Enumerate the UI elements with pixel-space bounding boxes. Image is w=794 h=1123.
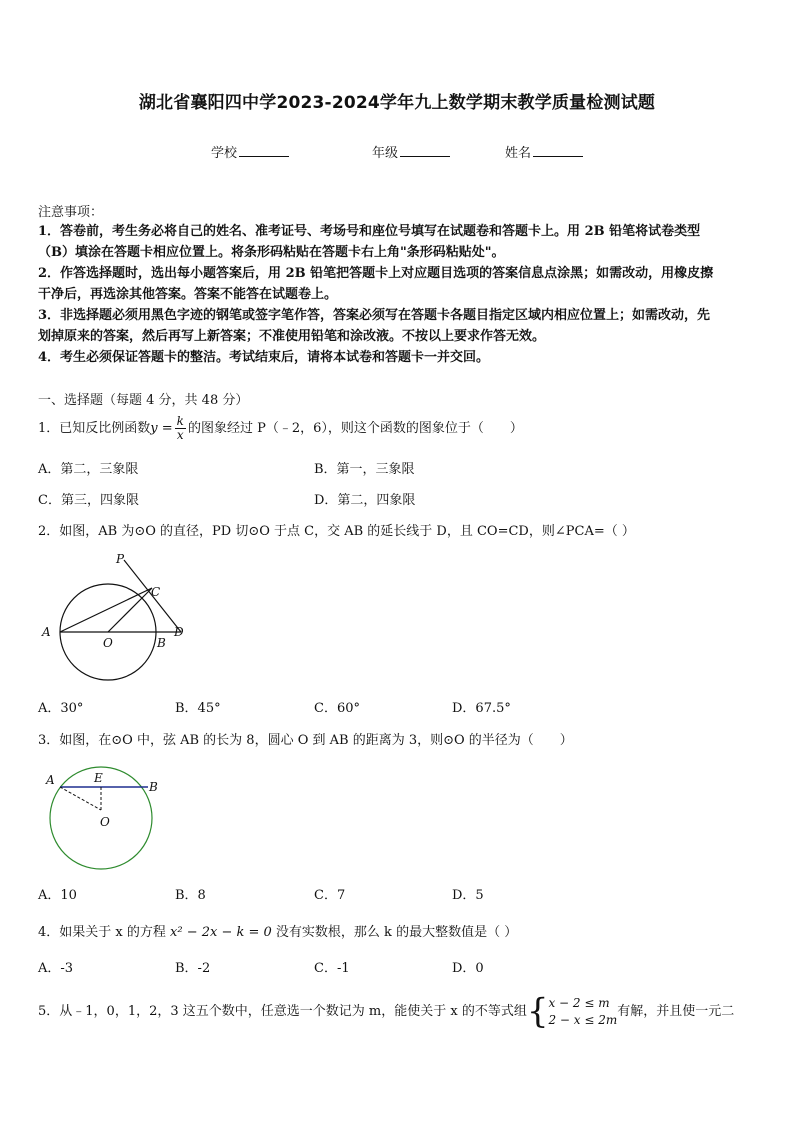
notice-item-4: 4．考生必须保证答题卡的整洁。考试结束后，请将本试卷和答题卡一并交回。 bbox=[38, 350, 490, 365]
q2-option-b: B．45° bbox=[175, 701, 221, 716]
q3-option-c: C．7 bbox=[314, 888, 346, 903]
q5-inequality-system bbox=[548, 995, 617, 1029]
q1-option-b: B．第一，三象限 bbox=[314, 462, 415, 477]
q3-label-e: E bbox=[94, 771, 103, 785]
q4-option-d: D．0 bbox=[452, 961, 484, 976]
q5-ineq-1: x − 2 ≤ m bbox=[548, 995, 610, 1010]
grade-field bbox=[372, 142, 450, 161]
q2-label-p: P bbox=[116, 552, 125, 566]
q2-label-b: B bbox=[157, 636, 166, 650]
grade-blank bbox=[400, 144, 450, 157]
q1-frac-num: k bbox=[176, 414, 184, 428]
q2-option-c: C．60° bbox=[314, 701, 360, 716]
q4-post: 没有实数根，那么 k 的最大整数值是（ ） bbox=[275, 925, 518, 940]
notice-item-1a: 1．答卷前，考生务必将自己的姓名、准考证号、考场号和座位号填写在试题卷和答题卡上。用 2B 铅笔将试卷类型 bbox=[38, 224, 701, 239]
page-title: 湖北省襄阳四中学2023-2024学年九上数学期末教学质量检测试题 bbox=[138, 93, 656, 113]
q3-label-a: A bbox=[46, 773, 55, 787]
q3-figure bbox=[40, 766, 170, 872]
q1-option-c: C．第三，四象限 bbox=[38, 493, 139, 508]
q2-figure bbox=[36, 546, 196, 686]
q1-pre: 1．已知反比例函数 bbox=[38, 421, 151, 436]
school-blank bbox=[239, 144, 289, 157]
name-field bbox=[505, 142, 583, 161]
q2-label-a: A bbox=[42, 625, 51, 639]
notice-heading: 注意事项： bbox=[38, 205, 104, 220]
q4-pre: 4．如果关于 x 的方程 bbox=[38, 925, 166, 940]
q5-ineq-2: 2 − x ≤ 2m bbox=[548, 1012, 618, 1027]
q1-frac-den: x bbox=[176, 428, 184, 442]
notice-item-2a: 2．作答选择题时，选出每小题答案后，用 2B 铅笔把答题卡上对应题目选项的答案信息点涂黑；如需改动，用橡皮擦 bbox=[38, 266, 714, 281]
q4-option-a: A．-3 bbox=[38, 961, 74, 976]
notice-item-2b: 干净后，再选涂其他答案。答案不能答在试题卷上。 bbox=[38, 287, 338, 302]
q3-option-b: B．8 bbox=[175, 888, 206, 903]
school-field bbox=[211, 142, 289, 161]
q2-label-c: C bbox=[151, 585, 161, 599]
notice-item-1b: （B）填涂在答题卡相应位置上。将条形码粘贴在答题卡右上角"条形码粘贴处"。 bbox=[38, 245, 505, 260]
question-2: 2．如图，AB 为⊙O 的直径，PD 切⊙O 于点 C，交 AB 的延长线于 D，且 CO=CD，则∠PCA=（ ） bbox=[38, 524, 635, 539]
section-heading: 一、选择题（每题 4 分，共 48 分） bbox=[38, 393, 249, 408]
q2-label-o: O bbox=[103, 636, 113, 650]
q3-label-b: B bbox=[149, 780, 158, 794]
q1-option-d: D．第二，四象限 bbox=[314, 493, 416, 508]
q4-option-b: B．-2 bbox=[175, 961, 211, 976]
q5-post: 有解，并且使一元二 bbox=[617, 1004, 735, 1019]
q1-option-a: A．第二，三象限 bbox=[38, 462, 139, 477]
q4-option-c: C．-1 bbox=[314, 961, 350, 976]
question-5 bbox=[38, 993, 734, 1031]
q1-y-eq: y = bbox=[150, 421, 173, 436]
q2-label-d: D bbox=[174, 625, 184, 639]
grade-label: 年级 bbox=[372, 146, 399, 161]
q5-brace: { bbox=[526, 991, 549, 1032]
q1-post: 的图象经过 P（﹣2，6），则这个函数的图象位于（ ） bbox=[187, 421, 523, 436]
notice-item-3a: 3．非选择题必须用黑色字迹的钢笔或签字笔作答，答案必须写在答题卡各题目指定区域内相应位置上；如需改动，先 bbox=[38, 308, 711, 323]
q2-option-d: D．67.5° bbox=[452, 701, 511, 716]
q3-option-d: D．5 bbox=[452, 888, 484, 903]
question-1 bbox=[38, 414, 523, 444]
q3-label-o: O bbox=[100, 815, 110, 829]
name-label: 姓名 bbox=[505, 146, 532, 161]
q2-option-a: A．30° bbox=[38, 701, 84, 716]
name-blank bbox=[533, 144, 583, 157]
q1-fraction bbox=[175, 415, 186, 442]
notice-item-3b: 划掉原来的答案，然后再写上新答案；不准使用铅笔和涂改液。不按以上要求作答无效。 bbox=[38, 329, 546, 344]
question-3: 3．如图，在⊙O 中，弦 AB 的长为 8，圆心 O 到 AB 的距离为 3，则⊙O 的半径为（ ） bbox=[38, 733, 573, 748]
q3-line-ao bbox=[60, 787, 101, 810]
q2-line-ac bbox=[60, 588, 152, 632]
q3-option-a: A．10 bbox=[38, 888, 77, 903]
q4-equation: x² − 2x − k = 0 bbox=[170, 925, 272, 940]
question-4 bbox=[38, 921, 517, 940]
q2-line-oc bbox=[108, 588, 152, 632]
school-label: 学校 bbox=[211, 146, 238, 161]
q5-pre: 5．从﹣1，0，1，2，3 这五个数中，任意选一个数记为 m，能使关于 x 的不等式组 bbox=[38, 1004, 527, 1019]
